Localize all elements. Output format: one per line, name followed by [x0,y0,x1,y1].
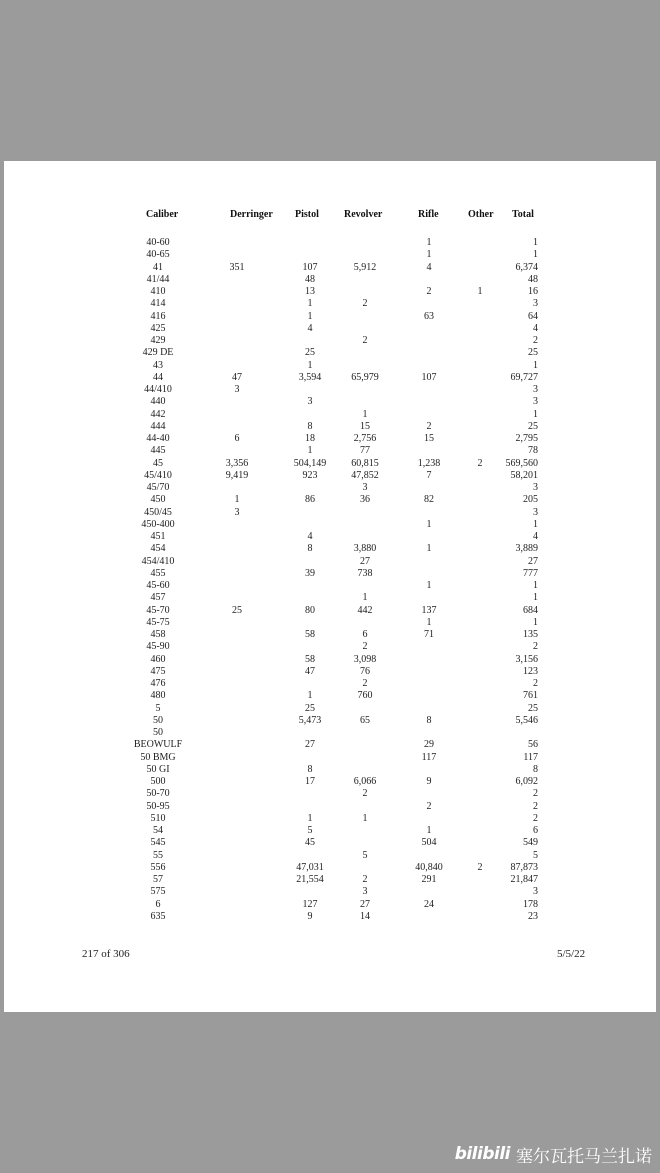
cell-derringer: 3 [234,384,240,395]
cell-total: 3 [533,886,538,898]
cell-total: 25 [528,347,538,359]
cell-revolver: 1 [362,592,368,604]
cell-total: 64 [528,310,538,322]
cell-rifle: 8 [426,714,432,726]
cell-total: 1 [533,237,538,248]
cell-revolver: 2 [362,641,368,653]
cell-revolver: 760 [357,690,373,702]
cell-caliber: 44/410 [144,384,172,395]
watermark-text: 塞尔瓦托马兰扎诺 [516,1146,652,1167]
table-row [4,323,656,335]
cell-other: 2 [477,457,483,469]
cell-caliber: 45-75 [146,616,170,628]
cell-total: 2,795 [515,433,538,444]
cell-derringer: 3,356 [225,457,249,469]
cell-rifle: 107 [421,371,437,383]
cell-caliber: 445 [150,445,166,457]
cell-total: 3 [533,384,538,395]
table-row [4,396,656,408]
table-row [4,727,656,739]
cell-revolver: 442 [357,604,373,616]
cell-caliber: 410 [150,286,166,297]
cell-total: 6,092 [515,776,538,787]
cell-pistol: 13 [305,286,315,297]
cell-pistol: 8 [307,543,313,555]
page-date: 5/5/22 [557,948,586,960]
cell-rifle: 24 [424,898,434,910]
cell-total: 8 [533,763,538,775]
cell-pistol: 5 [307,825,313,836]
cell-caliber: 50-70 [146,788,170,800]
table-row [4,788,656,800]
cell-caliber: 510 [150,812,166,824]
table-row [4,568,656,580]
cell-revolver: 27 [360,898,370,910]
cell-rifle: 4 [426,261,432,273]
cell-caliber: 458 [150,629,166,640]
cell-total: 1 [533,592,538,604]
cell-total: 78 [528,445,538,457]
document-page [4,161,656,1012]
cell-caliber: 460 [150,653,166,665]
cell-rifle: 1 [426,237,432,248]
cell-total: 56 [528,739,538,751]
table-row [4,886,656,898]
table-row [4,421,656,433]
cell-rifle: 1 [426,616,432,628]
cell-caliber: 40-60 [146,237,170,248]
cell-caliber: BEOWULF [133,739,183,751]
cell-caliber: 429 [150,335,166,346]
cell-revolver: 3 [362,886,368,898]
cell-total: 25 [528,420,538,432]
cell-caliber: 44-40 [146,433,170,444]
cell-pistol: 8 [307,763,313,775]
cell-total: 4 [533,322,538,334]
cell-revolver: 47,852 [351,469,379,481]
cell-total: 2 [533,812,538,824]
header-derringer: Derringer [230,209,273,220]
cell-rifle: 71 [424,629,434,640]
cell-revolver: 65 [360,714,370,726]
cell-caliber: 635 [150,910,166,922]
page-number: 217 of 306 [82,948,130,960]
cell-total: 569,560 [505,457,538,469]
cell-caliber: 451 [150,531,166,542]
cell-derringer: 351 [229,261,245,273]
cell-revolver: 2,756 [353,433,377,444]
cell-derringer: 6 [234,433,240,444]
cell-other: 2 [477,861,483,873]
cell-revolver: 2 [362,874,368,885]
cell-revolver: 14 [360,910,370,922]
table-row [4,752,656,764]
cell-revolver: 1 [362,408,368,420]
cell-total: 2 [533,788,538,800]
cell-caliber: 429 DE [142,347,174,359]
cell-total: 761 [523,690,538,702]
table-row [4,874,656,886]
table-row [4,384,656,396]
cell-caliber: 425 [150,322,166,334]
table-row [4,470,656,482]
cell-total: 549 [523,837,538,849]
cell-derringer: 3 [234,506,240,518]
table-row [4,286,656,298]
cell-rifle: 82 [424,494,434,506]
cell-pistol: 25 [305,702,315,714]
cell-revolver: 3,880 [353,543,377,555]
cell-pistol: 80 [305,604,315,616]
cell-total: 3 [533,482,538,493]
cell-total: 684 [523,604,538,616]
cell-pistol: 48 [305,273,315,285]
cell-pistol: 3 [307,396,313,408]
header-pistol: Pistol [295,209,319,220]
cell-rifle: 2 [426,420,432,432]
header-other: Other [468,209,494,220]
cell-revolver: 2 [362,298,368,310]
cell-caliber: 45-70 [146,604,170,616]
cell-caliber: 575 [150,886,166,898]
table-row [4,825,656,837]
cell-caliber: 450/45 [144,506,172,518]
cell-revolver: 3,098 [353,653,377,665]
cell-other: 1 [477,286,483,297]
table-row [4,911,656,923]
cell-caliber: 442 [150,408,166,420]
table-row [4,666,656,678]
cell-total: 6,374 [515,261,538,273]
cell-pistol: 39 [305,567,315,579]
cell-caliber: 475 [150,665,166,677]
cell-pistol: 5,473 [298,714,322,726]
cell-derringer: 25 [232,604,242,616]
cell-caliber: 40-65 [146,249,170,261]
cell-total: 135 [523,629,538,640]
cell-total: 1 [533,249,538,261]
cell-total: 1 [533,518,538,530]
table-row [4,776,656,788]
cell-total: 48 [528,273,538,285]
table-row [4,458,656,470]
cell-revolver: 5 [362,849,368,861]
table-row [4,237,656,249]
cell-pistol: 47,031 [296,861,324,873]
cell-total: 21,847 [510,874,538,885]
cell-revolver: 76 [360,665,370,677]
table-row [4,335,656,347]
cell-rifle: 1 [426,543,432,555]
table-row [4,764,656,776]
cell-total: 25 [528,702,538,714]
cell-derringer: 1 [234,494,240,506]
cell-total: 3 [533,396,538,408]
cell-caliber: 45-90 [146,641,170,653]
cell-rifle: 2 [426,286,432,297]
header-total: Total [512,209,534,220]
cell-total: 3,156 [515,653,538,665]
cell-pistol: 9 [307,910,313,922]
cell-caliber: 50 [153,714,163,726]
cell-pistol: 86 [305,494,315,506]
table-row [4,347,656,359]
table-row [4,850,656,862]
table-row [4,519,656,531]
cell-pistol: 4 [307,531,313,542]
table-row [4,629,656,641]
cell-pistol: 923 [302,469,318,481]
cell-revolver: 2 [362,335,368,346]
table-row [4,409,656,421]
table-row [4,678,656,690]
cell-derringer: 47 [232,371,242,383]
cell-total: 2 [533,641,538,653]
bilibili-logo: bilibili [454,1144,510,1164]
cell-rifle: 137 [421,604,437,616]
cell-rifle: 1,238 [417,457,441,469]
table-row [4,494,656,506]
cell-rifle: 40,840 [415,861,443,873]
cell-rifle: 9 [426,776,432,787]
table-row [4,262,656,274]
cell-total: 1 [533,616,538,628]
cell-caliber: 444 [150,420,166,432]
cell-rifle: 63 [424,310,434,322]
cell-caliber: 50 [153,727,163,738]
cell-total: 5 [533,849,538,861]
table-row [4,360,656,372]
cell-total: 69,727 [510,371,538,383]
cell-total: 123 [523,665,538,677]
cell-caliber: 476 [150,678,166,689]
cell-caliber: 50 GI [146,763,170,775]
cell-pistol: 1 [307,359,313,371]
cell-pistol: 58 [305,629,315,640]
cell-total: 4 [533,531,538,542]
cell-revolver: 6,066 [353,776,377,787]
cell-total: 178 [523,898,538,910]
cell-caliber: 50 BMG [140,751,176,763]
cell-derringer: 9,419 [225,469,249,481]
table-row [4,507,656,519]
cell-rifle: 291 [421,874,437,885]
cell-caliber: 545 [150,837,166,849]
header-revolver: Revolver [344,209,383,220]
cell-revolver: 65,979 [351,371,379,383]
table-row [4,862,656,874]
cell-revolver: 5,912 [353,261,377,273]
cell-total: 58,201 [510,469,538,481]
cell-rifle: 29 [424,739,434,751]
cell-pistol: 1 [307,445,313,457]
cell-revolver: 15 [360,420,370,432]
cell-pistol: 1 [307,690,313,702]
table-row [4,739,656,751]
cell-pistol: 47 [305,665,315,677]
cell-pistol: 3,594 [298,371,322,383]
cell-total: 1 [533,359,538,371]
cell-total: 23 [528,910,538,922]
cell-rifle: 1 [426,249,432,261]
cell-revolver: 2 [362,678,368,689]
cell-rifle: 1 [426,518,432,530]
cell-revolver: 3 [362,482,368,493]
cell-rifle: 117 [421,751,437,763]
cell-pistol: 45 [305,837,315,849]
cell-caliber: 57 [153,874,163,885]
cell-caliber: 414 [150,298,166,310]
cell-rifle: 7 [426,469,432,481]
cell-caliber: 454/410 [141,555,175,567]
cell-caliber: 41/44 [146,273,170,285]
table-row [4,482,656,494]
table-row [4,556,656,568]
cell-rifle: 2 [426,800,432,812]
cell-total: 205 [523,494,538,506]
cell-revolver: 6 [362,629,368,640]
table-row [4,703,656,715]
table-row [4,531,656,543]
table-row [4,433,656,445]
cell-revolver: 36 [360,494,370,506]
cell-revolver: 77 [360,445,370,457]
cell-pistol: 25 [305,347,315,359]
cell-total: 5,546 [515,714,538,726]
table-row [4,298,656,310]
cell-total: 3 [533,506,538,518]
cell-pistol: 18 [305,433,315,444]
cell-caliber: 41 [153,261,163,273]
cell-pistol: 1 [307,310,313,322]
cell-caliber: 450-400 [141,518,175,530]
cell-rifle: 15 [424,433,434,444]
cell-caliber: 45-60 [146,580,170,591]
table-row [4,372,656,384]
cell-total: 2 [533,800,538,812]
cell-total: 777 [523,567,538,579]
cell-revolver: 60,815 [351,457,379,469]
cell-caliber: 416 [150,310,166,322]
cell-caliber: 457 [150,592,166,604]
cell-rifle: 1 [426,580,432,591]
cell-total: 2 [533,678,538,689]
table-row [4,580,656,592]
cell-caliber: 55 [153,849,163,861]
table-row [4,801,656,813]
cell-caliber: 454 [150,543,166,555]
cell-revolver: 1 [362,812,368,824]
cell-pistol: 107 [302,261,318,273]
table-row [4,592,656,604]
cell-pistol: 127 [302,898,318,910]
cell-caliber: 50-95 [146,800,170,812]
table-row [4,249,656,261]
table-row [4,605,656,617]
cell-revolver: 738 [357,567,373,579]
cell-pistol: 17 [305,776,315,787]
cell-rifle: 1 [426,825,432,836]
cell-pistol: 1 [307,298,313,310]
table-row [4,617,656,629]
cell-caliber: 45/70 [146,482,170,493]
cell-caliber: 480 [150,690,166,702]
table-row [4,899,656,911]
cell-total: 87,873 [510,861,538,873]
cell-total: 117 [523,751,538,763]
cell-pistol: 1 [307,812,313,824]
cell-pistol: 27 [305,739,315,751]
cell-caliber: 45/410 [144,469,172,481]
table-row [4,311,656,323]
table-row [4,445,656,457]
header-caliber: Caliber [146,209,179,220]
cell-revolver: 27 [360,555,370,567]
cell-pistol: 58 [305,653,315,665]
cell-pistol: 8 [307,420,313,432]
table-row [4,654,656,666]
cell-total: 1 [533,408,538,420]
watermark [455,1141,652,1167]
cell-total: 3,889 [515,543,538,555]
table-row [4,641,656,653]
cell-total: 3 [533,298,538,310]
header-rifle: Rifle [418,209,439,220]
cell-caliber: 450 [150,494,166,506]
cell-caliber: 455 [150,567,166,579]
cell-caliber: 556 [150,861,166,873]
cell-total: 1 [533,580,538,591]
cell-caliber: 43 [153,359,163,371]
cell-total: 6 [533,825,538,836]
cell-caliber: 440 [150,396,166,408]
cell-total: 16 [528,286,538,297]
cell-caliber: 44 [153,371,163,383]
cell-total: 27 [528,555,538,567]
cell-total: 2 [533,335,538,346]
caliber-table [4,237,656,923]
table-row [4,813,656,825]
cell-revolver: 2 [362,788,368,800]
table-row [4,837,656,849]
cell-pistol: 504,149 [293,457,327,469]
cell-caliber: 6 [155,898,161,910]
cell-caliber: 5 [155,702,161,714]
table-row [4,715,656,727]
table-row [4,690,656,702]
cell-caliber: 45 [153,457,163,469]
cell-caliber: 54 [153,825,163,836]
table-row [4,274,656,286]
cell-caliber: 500 [150,776,166,787]
cell-rifle: 504 [421,837,437,849]
table-row [4,543,656,555]
cell-pistol: 4 [307,322,313,334]
cell-pistol: 21,554 [296,874,324,885]
